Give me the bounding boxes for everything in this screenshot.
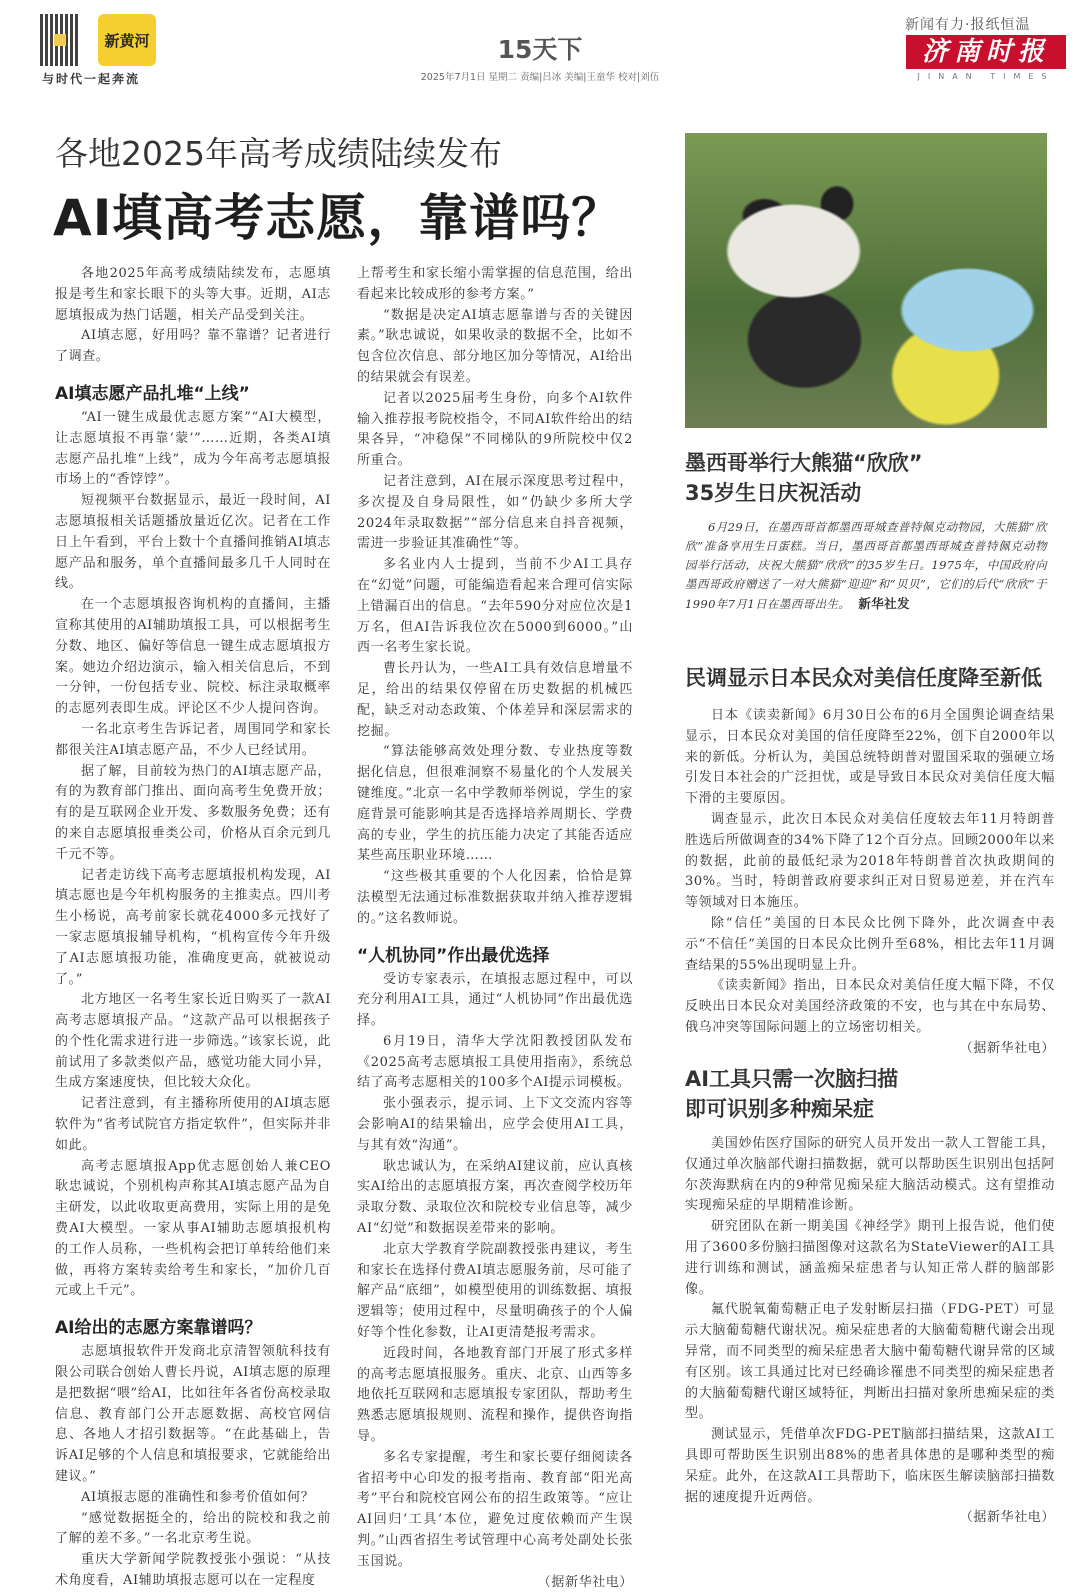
paragraph: 高考志愿填报App优志愿创始人兼CEO耿忠诚说，个别机构声称其AI填志愿产品为自主研发，以此收取更高费用，实际上用的是免费AI大模型。一家从事AI辅助志愿填报机构的工作人员称，一些机构会把订单转给他们来做，再将方案转卖给考生和家长，“加价几百元或上千元”。 xyxy=(55,1158,331,1299)
paragraph: 测试显示，凭借单次FDG-PET脑部扫描结果，这款AI工具即可帮助医生识别出88%的患者具体患的是哪种类型的痴呆症。此外，在这款AI工具帮助下，临床医生解读脑部扫描数据的速度提升近两倍。 xyxy=(685,1427,1055,1505)
paragraph: 日本《读卖新闻》6月30日公布的6月全国舆论调查结果显示，日本民众对美国的信任度降至22%，创下自2000年以来的新低。分析认为，美国总统特朗普对盟国采取的强硬立场引发日本社会的广泛担忧，或是导致日本民众对美信任度大幅下滑的主要原因。 xyxy=(685,708,1055,807)
paragraph: 重庆大学新闻学院教授张小强说：“从技术角度看，AI辅助填报志愿可以在一定程度 xyxy=(55,1552,331,1589)
paragraph: “感觉数据挺全的，给出的院校和我之前了解的差不多。”一名北京考生说。 xyxy=(55,1510,331,1547)
paragraph: 记者走访线下高考志愿填报机构发现，AI填志愿也是今年机构服务的主推卖点。四川考生小杨说，高考前家长就花4000多元找好了一家志愿填报辅导机构，“机构宣传今年升级了AI志愿填报功能，准确度更高，就被说动了。” xyxy=(55,867,331,987)
paragraph: 记者以2025届考生身份，向多个AI软件输入推荐报考院校指令，不同AI软件给出的结果各异，“冲稳保”不同梯队的9所院校中仅2所重合。 xyxy=(357,390,633,469)
panda-headline-line1: 墨西哥举行大熊猫“欣欣” xyxy=(685,451,923,475)
japan-headline: 民调显示日本民众对美信任度降至新低 xyxy=(685,666,1042,690)
logo-text: 新黄河 xyxy=(104,31,150,50)
paragraph: 记者注意到，有主播称所使用的AI填志愿软件为“省考试院官方指定软件”，但实际并非如此。 xyxy=(55,1096,331,1153)
paragraph: 多名业内人士提到，当前不少AI工具存在“幻觉”问题，可能编造看起来合理可信实际上错漏百出的信息。“去年590分对应位次是1万名，但AI告诉我位次在5000到6000。”山西一名考生家长说。 xyxy=(357,557,633,656)
paragraph: 近段时间，各地教育部门开展了形式多样的高考志愿填报服务。重庆、北京、山西等多地依托互联网和志愿填报专家团队，帮助考生熟悉志愿填报规则、流程和操作，提供咨询指导。 xyxy=(357,1345,633,1445)
paragraph: 《读卖新闻》指出，日本民众对美信任度大幅下降，不仅反映出日本民众对美国经济政策的不安，也与其在中东局势、俄乌冲突等国际问题上的立场密切相关。 xyxy=(685,978,1055,1035)
section-heading: AI给出的志愿方案靠谱吗？ xyxy=(55,1318,262,1339)
ai-dementia-headline-line1: AI工具只需一次脑扫描 xyxy=(685,1067,899,1091)
panda-photo xyxy=(685,133,1047,428)
paragraph: 多名专家提醒，考生和家长要仔细阅读各省招考中心印发的报考指南、教育部“阳光高考”平台和院校官网公布的招生政策等。“应让AI回归‘工具’本位，避免过度依赖而产生误判。”山西省招生考试管理中心高考处副处长张玉国说。 xyxy=(357,1449,633,1569)
paragraph: 张小强表示，提示词、上下文交流内容等会影响AI的结果输出，应学会使用AI工具，与其有效“沟通”。 xyxy=(357,1096,633,1153)
ai-dementia-body xyxy=(685,1134,1055,1529)
paragraph: AI填志愿，好用吗？靠不靠谱？记者进行了调查。 xyxy=(55,328,331,365)
paragraph: 志愿填报软件开发商北京清智领航科技有限公司联合创始人曹长丹说，AI填志愿的原理是把数据“喂”给AI，比如往年各省份高校录取信息、教育部门公开志愿数据、高校官网信息、各地人才招引数据等。“在此基础上，告诉AI足够的个人信息和填报要求，它就能给出建议。” xyxy=(55,1344,331,1485)
dateline: 2025年7月1日 星期二 责编|吕冰 美编|王童华 校对|刘伍 xyxy=(420,72,660,83)
panda-photo-source: 新华社发 xyxy=(858,596,910,611)
slogan: 与时代一起奔流 xyxy=(42,72,141,86)
paragraph: “算法能够高效处理分数、专业热度等数据化信息，但很难洞察不易量化的个人发展关键维度。”北京一名中学教师举例说，学生的家庭背景可能影响其是否选择培养周期长、学费高的专业，学生的抗压能力决定了其能否适应某些高压职业环境…… xyxy=(357,744,633,864)
paragraph: 在一个志愿填报咨询机构的直播间，主播宣称其使用的AI辅助填报工具，可以根据考生分数、地区、偏好等信息一键生成志愿填报方案。她边介绍边演示，输入相关信息后，不到一分钟，一份包括专业、院校、标注录取概率的志愿列表即生成。评论区不少人提问咨询。 xyxy=(55,597,331,717)
japan-body xyxy=(685,706,1055,1060)
paragraph: “AI一键生成最优志愿方案”“AI大模型，让志愿填报不再靠‘蒙’”……近期，各类AI填志愿产品扎堆“上线”，成为今年高考志愿填报市场上的“香饽饽”。 xyxy=(55,409,331,488)
paragraph: 各地2025年高考成绩陆续发布，志愿填报是考生和家长眼下的头等大事。近期，AI志愿填报成为热门话题，相关产品受到关注。 xyxy=(55,266,331,323)
panda-headline xyxy=(685,448,923,508)
lead-column-1 xyxy=(55,264,331,1592)
lead-headline: AI填高考志愿，靠谱吗？ xyxy=(53,189,623,247)
paragraph: 耿忠诚认为，在采纳AI建议前，应认真核实AI给出的志愿填报方案，再次查阅学校历年录取分数、录取位次和院校专业信息等，减少AI“幻觉”和数据误差带来的影响。 xyxy=(357,1158,633,1237)
paragraph: “数据是决定AI填志愿靠谱与否的关键因素。”耿忠诚说，如果收录的数据不全，比如不包含位次信息、部分地区加分等情况，AI给出的结果就会有误差。 xyxy=(357,307,633,385)
ai-dementia-headline xyxy=(685,1064,898,1124)
paragraph: 研究团队在新一期美国《神经学》期刊上报告说，他们使用了3600多份脑扫描图像对这款名为StateViewer的AI工具进行训练和测试，涵盖痴呆症患者与认知正常人群的脑部影像。 xyxy=(685,1219,1055,1297)
paragraph: 一名北京考生告诉记者，周围同学和家长都很关注AI填志愿产品，不少人已经试用。 xyxy=(55,721,331,758)
paragraph: 曹长丹认为，一些AI工具有效信息增量不足，给出的结果仅停留在历史数据的机械匹配，缺乏对动态政策、个体差异和深层需求的挖掘。 xyxy=(357,661,633,739)
masthead-logo: 济南时报 xyxy=(906,35,1066,69)
paragraph: 氟代脱氧葡萄糖正电子发射断层扫描（FDG-PET）可显示大脑葡萄糖代谢状况。痴呆症患者的大脑葡萄糖代谢会出现异常，而不同类型的痴呆症患者大脑中葡萄糖代谢异常的区域有区别。该工具通过比对已经确诊罹患不同类型的痴呆症患者的大脑葡萄糖代谢区域特征，判断出扫描对象所患痴呆症的类型。 xyxy=(685,1302,1055,1422)
paragraph: 美国妙佑医疗国际的研究人员开发出一款人工智能工具，仅通过单次脑部代谢扫描数据，就可以帮助医生识别出包括阿尔茨海默病在内的9种常见痴呆症大脑活动模式。这有望推动实现痴呆症的早期精准诊断。 xyxy=(685,1136,1055,1214)
source-credit: （据新华社电） xyxy=(959,1040,1055,1056)
panda-caption-text: 6月29日，在墨西哥首都墨西哥城查普特佩克动物园，大熊猫“欣欣”准备享用生日蛋糕。当日，墨西哥首都墨西哥城查普特佩克动物园举行活动，庆祝大熊猫“欣欣”的35岁生日。1975年，中国政府向墨西哥政府赠送了一对大熊猫“迎迎”和“贝贝”，它们的后代“欣欣”于1990年7月1日在墨西哥出生。 xyxy=(685,520,1047,611)
paragraph: 调查显示，此次日本民众对美信任度较去年11月特朗普胜选后所做调查的34%下降了12个百分点。回顾2000年以来的数据，此前的最低纪录为2018年特朗普首次执政期间的30%。当时，特朗普政府要求纠正对日贸易逆差，并在汽车等领域对日本施压。 xyxy=(685,811,1055,911)
section-heading: “人机协同”作出最优选择 xyxy=(357,945,550,966)
paragraph: 6月19日，清华大学沈阳教授团队发布《2025高考志愿填报工具使用指南》，系统总结了高考志愿相关的100多个AI提示词模板。 xyxy=(357,1033,633,1091)
masthead-motto: 新闻有力·报纸恒温 xyxy=(905,17,1031,33)
paragraph: 上帮考生和家长缩小需掌握的信息范围，给出看起来比较成形的参考方案。” xyxy=(357,266,633,302)
lead-kicker: 各地2025年高考成绩陆续发布 xyxy=(55,134,502,173)
source-credit: （据新华社电） xyxy=(537,1574,633,1590)
paragraph: 据了解，目前较为热门的AI填志愿产品，有的为教育部门推出、面向高考生免费开放；有的是互联网企业开发、多数服务免费；还有的来自志愿填报垂类公司，价格从百余元到几千元不等。 xyxy=(55,763,331,862)
ai-dementia-headline-line2: 即可识别多种痴呆症 xyxy=(685,1097,874,1121)
paragraph: “这些极其重要的个人化因素，恰恰是算法模型无法通过标准数据获取并纳入推荐逻辑的。”这名教师说。 xyxy=(357,869,633,926)
panda-caption xyxy=(685,518,1047,614)
paragraph: 短视频平台数据显示，最近一段时间，AI志愿填报相关话题播放量近亿次。记者在工作日上午看到，平台上数十个直播间推销AI填志愿产品和服务，单个直播间最多几千人同时在线。 xyxy=(55,493,331,592)
section-heading: AI填志愿产品扎堆“上线” xyxy=(55,383,250,404)
paragraph: 北京大学教育学院副教授张冉建议，考生和家长在选择付费AI填志愿服务前，尽可能了解产品“底细”，如模型使用的训练数据、填报逻辑等；使用过程中，尽量明确孩子的个人偏好等个性化参数，让AI更清楚报考需求。 xyxy=(357,1241,633,1341)
paragraph: AI填报志愿的准确性和参考价值如何？ xyxy=(81,1489,315,1505)
source-credit: （据新华社电） xyxy=(959,1510,1055,1526)
paragraph: 受访专家表示，在填报志愿过程中，可以充分利用AI工具，通过“人机协同”作出最优选择。 xyxy=(357,971,633,1029)
lead-column-2 xyxy=(357,264,633,1593)
paragraph: 记者注意到，AI在展示深度思考过程中，多次提及自身局限性，如“仍缺少多所大学2024年录取数据”“部分信息来自抖音视频，需进一步验证其准确性”等。 xyxy=(357,473,633,552)
page-title: 15天下 xyxy=(497,35,583,64)
paragraph: 除“信任”美国的日本民众比例下降外，此次调查中表示“不信任”美国的日本民众比例升至68%，相比去年11月调查结果的55%出现明显上升。 xyxy=(685,915,1055,973)
paragraph: 北方地区一名考生家长近日购买了一款AI高考志愿填报产品。“这款产品可以根据孩子的个性化需求进行进一步筛选。”该家长说，此前试用了多款类似产品，感觉功能大同小异，生成方案速度快，但比较大众化。 xyxy=(55,992,331,1091)
panda-headline-line2: 35岁生日庆祝活动 xyxy=(685,481,862,505)
masthead-english: JINAN TIMES xyxy=(917,72,1055,81)
